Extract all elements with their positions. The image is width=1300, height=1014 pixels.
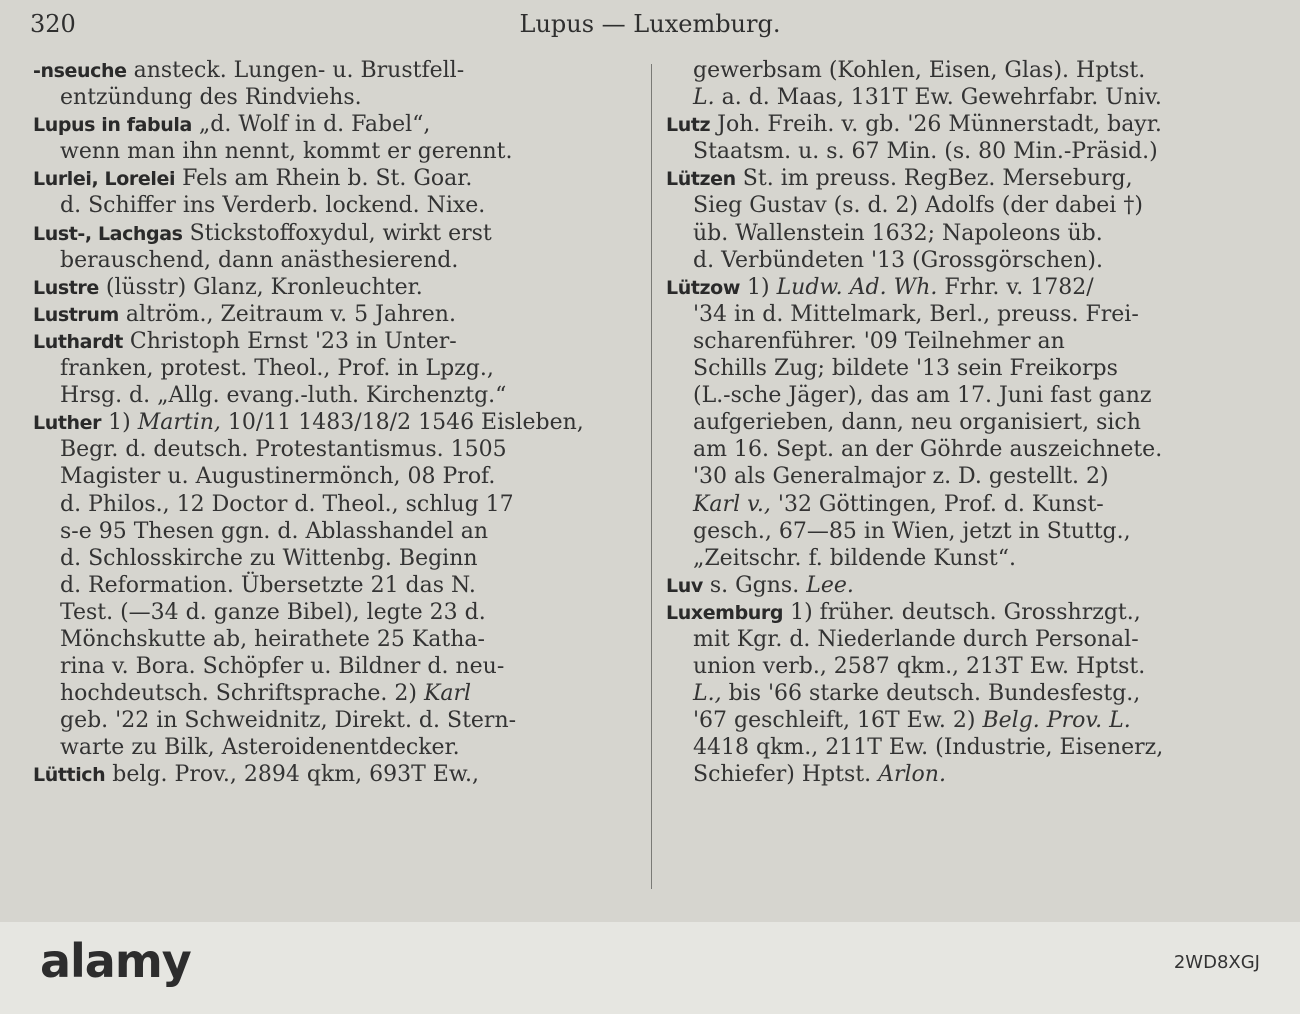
line-text: scharenführer. '09 Teilnehmer an bbox=[693, 328, 1065, 354]
italic-text: L., bbox=[693, 681, 722, 707]
text-line bbox=[666, 734, 1246, 761]
line-text: '67 geschleift, 16T Ew. 2) bbox=[693, 708, 983, 734]
italic-text: Karl bbox=[423, 681, 472, 707]
text-line bbox=[666, 436, 1246, 463]
text-line bbox=[666, 138, 1246, 165]
text-line bbox=[666, 653, 1246, 680]
text-line bbox=[666, 192, 1246, 219]
text-line bbox=[33, 409, 613, 436]
headword: Luxemburg bbox=[666, 601, 784, 624]
line-text: (lüsstr) Glanz, Kronleuchter. bbox=[98, 274, 423, 300]
line-text: 4418 qkm., 211T Ew. (Industrie, Eisenerz, bbox=[693, 735, 1164, 761]
line-text: ansteck. Lungen- u. Brustfell- bbox=[126, 58, 465, 83]
text-line bbox=[666, 545, 1246, 572]
line-text: berauschend, dann anästhesierend. bbox=[60, 247, 459, 273]
line-text: d. Schlosskirche zu Wittenbg. Beginn bbox=[60, 545, 478, 571]
text-line bbox=[33, 382, 613, 409]
line-text: belg. Prov., 2894 qkm, 693T Ew., bbox=[105, 762, 480, 788]
line-text: aufgerieben, dann, neu organisiert, sich bbox=[693, 410, 1141, 436]
line-text-continued: a. d. Maas, 131T Ew. Gewehrfabr. Univ. bbox=[714, 85, 1162, 111]
headword: Lurlei, Lorelei bbox=[33, 168, 176, 191]
text-line bbox=[666, 518, 1246, 545]
line-text: d. Schiffer ins Verderb. lockend. Nixe. bbox=[60, 193, 486, 219]
line-text: '34 in d. Mittelmark, Berl., preuss. Frei- bbox=[693, 301, 1139, 327]
italic-text: Lee. bbox=[806, 572, 854, 598]
line-text: franken, protest. Theol., Prof. in Lpzg., bbox=[60, 356, 494, 382]
text-line bbox=[666, 165, 1246, 192]
line-text: Begr. d. deutsch. Protestantismus. 1505 bbox=[60, 437, 507, 463]
text-line bbox=[33, 599, 613, 626]
text-line bbox=[666, 328, 1246, 355]
headword: Lust-, Lachgas bbox=[33, 222, 183, 245]
text-line bbox=[666, 463, 1246, 490]
italic-text: Martin, bbox=[137, 410, 221, 436]
line-text: wenn man ihn nennt, kommt er gerennt. bbox=[60, 139, 513, 165]
text-line bbox=[666, 761, 1246, 788]
text-line bbox=[33, 111, 613, 138]
line-text: „Zeitschr. f. bildende Kunst“. bbox=[693, 545, 1016, 571]
headword: Lupus in fabula bbox=[33, 114, 192, 137]
italic-text: Ludw. Ad. Wh. bbox=[776, 274, 938, 300]
headword: Lustrum bbox=[33, 303, 119, 326]
text-line bbox=[33, 463, 613, 490]
line-text: Test. (—34 d. ganze Bibel), legte 23 d. bbox=[60, 599, 486, 625]
line-text: „d. Wolf in d. Fabel“, bbox=[191, 112, 431, 138]
line-text: gewerbsam (Kohlen, Eisen, Glas). Hptst. bbox=[693, 58, 1146, 83]
right-column bbox=[666, 57, 1246, 789]
text-line bbox=[666, 680, 1246, 707]
text-line bbox=[666, 599, 1246, 626]
text-line bbox=[666, 57, 1246, 84]
line-text: Mönchskutte ab, heirathete 25 Katha- bbox=[60, 626, 485, 652]
line-text: Magister u. Augustinermönch, 08 Prof. bbox=[60, 464, 496, 490]
image-id: 2WD8XGJ bbox=[1173, 952, 1260, 973]
italic-text: Arlon. bbox=[878, 762, 946, 788]
text-line bbox=[666, 111, 1246, 138]
running-head: Lupus — Luxemburg. bbox=[519, 10, 781, 38]
text-line bbox=[33, 626, 613, 653]
text-line bbox=[666, 491, 1246, 518]
text-line bbox=[666, 84, 1246, 111]
line-text: hochdeutsch. Schriftsprache. 2) bbox=[60, 681, 424, 707]
line-text: 1) bbox=[101, 410, 138, 436]
page-number: 320 bbox=[30, 10, 76, 38]
line-text: d. Philos., 12 Doctor d. Theol., schlug 17 bbox=[60, 491, 514, 517]
text-line bbox=[33, 572, 613, 599]
line-text: entzündung des Rindviehs. bbox=[60, 85, 362, 111]
text-line bbox=[33, 355, 613, 382]
headword: Lüttich bbox=[33, 764, 106, 787]
text-line bbox=[33, 734, 613, 761]
text-line bbox=[33, 653, 613, 680]
line-text: mit Kgr. d. Niederlande durch Personal- bbox=[693, 626, 1139, 652]
text-line bbox=[33, 220, 613, 247]
line-text: St. im preuss. RegBez. Merseburg, bbox=[735, 166, 1133, 192]
text-line bbox=[33, 138, 613, 165]
headword: Luther bbox=[33, 412, 102, 435]
line-text: s-e 95 Thesen ggn. d. Ablasshandel an bbox=[60, 518, 489, 544]
line-text: 1) früher. deutsch. Grosshrzgt., bbox=[783, 599, 1141, 625]
headword: Luthardt bbox=[33, 330, 123, 353]
line-text: Christoph Ernst '23 in Unter- bbox=[122, 328, 457, 354]
text-line bbox=[33, 57, 613, 84]
text-line bbox=[666, 220, 1246, 247]
text-line bbox=[666, 355, 1246, 382]
page-header bbox=[0, 0, 1300, 50]
text-line bbox=[33, 761, 613, 788]
headword: -nseuche bbox=[33, 60, 127, 82]
italic-text: Karl v., bbox=[693, 491, 771, 517]
line-text: geb. '22 in Schweidnitz, Direkt. d. Stern- bbox=[60, 708, 517, 734]
headword: Lützen bbox=[666, 168, 736, 191]
text-line bbox=[666, 626, 1246, 653]
text-line bbox=[33, 328, 613, 355]
line-text: s. Ggns. bbox=[702, 572, 807, 598]
footer-band bbox=[0, 922, 1300, 1014]
line-text: Fels am Rhein b. St. Goar. bbox=[175, 166, 473, 192]
line-text: üb. Wallenstein 1632; Napoleons üb. bbox=[693, 220, 1103, 246]
headword: Lützow bbox=[666, 276, 740, 299]
line-text-continued: '32 Göttingen, Prof. d. Kunst- bbox=[770, 491, 1104, 517]
headword: Lutz bbox=[666, 114, 711, 137]
italic-text: L. bbox=[693, 85, 715, 111]
text-line bbox=[666, 572, 1246, 599]
line-text-continued: 10/11 1483/18/2 1546 Eisleben, bbox=[220, 410, 584, 436]
line-text: d. Reformation. Übersetzte 21 das N. bbox=[60, 572, 476, 598]
text-line bbox=[666, 274, 1246, 301]
line-text: altröm., Zeitraum v. 5 Jahren. bbox=[118, 301, 456, 327]
text-line bbox=[666, 301, 1246, 328]
line-text: Hrsg. d. „Allg. evang.-luth. Kirchenztg.“ bbox=[60, 383, 507, 409]
line-text: gesch., 67—85 in Wien, jetzt in Stuttg., bbox=[693, 518, 1131, 544]
line-text-continued: bis '66 starke deutsch. Bundesfestg., bbox=[721, 681, 1141, 707]
line-text: 1) bbox=[739, 274, 777, 300]
headword: Lustre bbox=[33, 276, 99, 299]
line-text: Sieg Gustav (s. d. 2) Adolfs (der dabei †) bbox=[693, 193, 1143, 219]
text-line bbox=[33, 84, 613, 111]
text-line bbox=[33, 274, 613, 301]
line-text: am 16. Sept. an der Göhrde auszeichnete. bbox=[693, 437, 1163, 463]
text-line bbox=[33, 545, 613, 572]
text-line bbox=[33, 165, 613, 192]
line-text: (L.-sche Jäger), das am 17. Juni fast ganz bbox=[693, 383, 1152, 409]
text-line bbox=[33, 491, 613, 518]
text-line bbox=[33, 436, 613, 463]
text-line bbox=[33, 301, 613, 328]
line-text: Staatsm. u. s. 67 Min. (s. 80 Min.-Präsid.) bbox=[693, 139, 1158, 165]
text-line bbox=[33, 192, 613, 219]
text-line bbox=[33, 518, 613, 545]
left-column bbox=[33, 57, 613, 789]
text-line bbox=[33, 680, 613, 707]
text-line bbox=[666, 707, 1246, 734]
line-text: Schiefer) Hptst. bbox=[693, 762, 879, 788]
line-text: union verb., 2587 qkm., 213T Ew. Hptst. bbox=[693, 654, 1146, 680]
column-divider bbox=[651, 64, 652, 889]
text-line bbox=[666, 247, 1246, 274]
line-text: d. Verbündeten '13 (Grossgörschen). bbox=[693, 247, 1103, 273]
text-line bbox=[666, 409, 1246, 436]
line-text: Joh. Freih. v. gb. '26 Münnerstadt, bayr. bbox=[710, 112, 1162, 138]
text-line bbox=[666, 382, 1246, 409]
italic-text: Belg. Prov. L. bbox=[982, 708, 1131, 734]
line-text: rina v. Bora. Schöpfer u. Bildner d. neu- bbox=[60, 654, 505, 680]
text-line bbox=[33, 247, 613, 274]
watermark-logo: alamy bbox=[40, 934, 191, 988]
line-text: '30 als Generalmajor z. D. gestellt. 2) bbox=[693, 464, 1109, 490]
line-text: Schills Zug; bildete '13 sein Freikorps bbox=[693, 356, 1118, 382]
headword: Luv bbox=[666, 574, 703, 597]
line-text: Stickstoffoxydul, wirkt erst bbox=[182, 220, 492, 246]
text-line bbox=[33, 707, 613, 734]
line-text-continued: Frhr. v. 1782/ bbox=[937, 274, 1094, 300]
line-text: warte zu Bilk, Asteroidenentdecker. bbox=[60, 735, 460, 761]
